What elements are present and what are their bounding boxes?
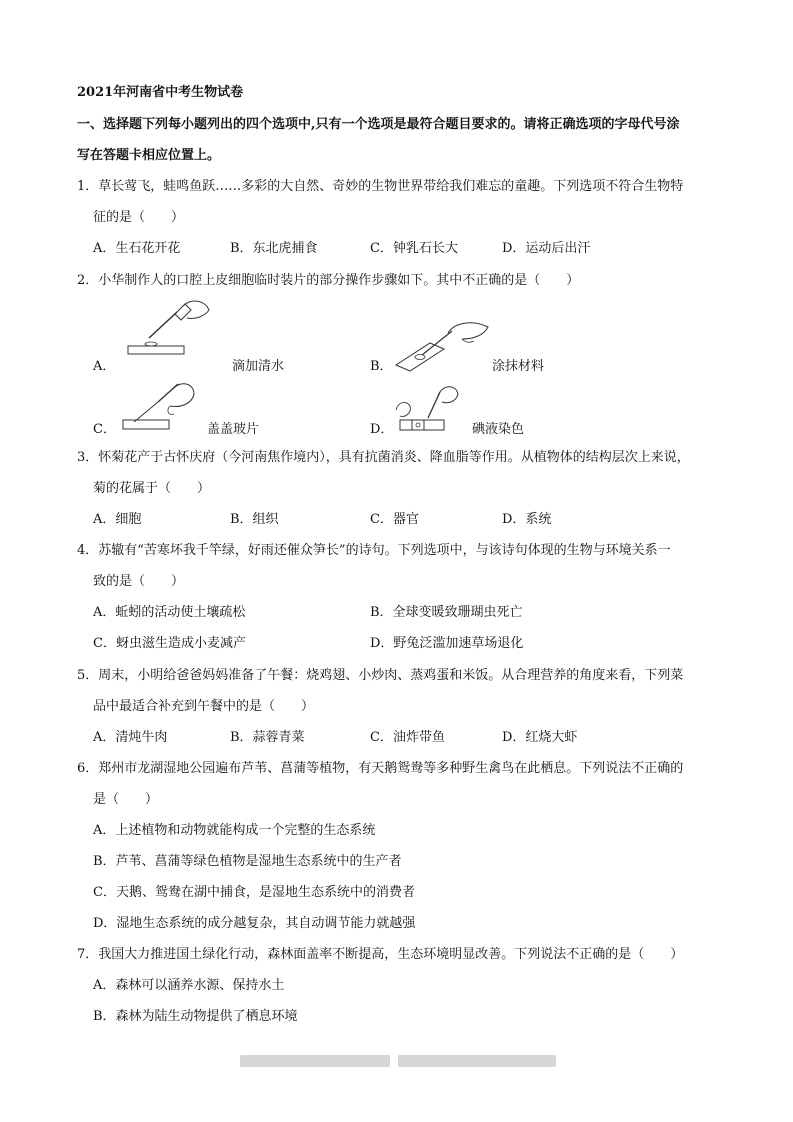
q2-caption-b: 涂抹材料: [492, 359, 545, 374]
q6-option-b: B．芦苇、菖蒲等绿色植物是湿地生态系统中的生产者: [93, 854, 402, 869]
section-heading-line-2: 写在答题卡相应位置上。: [77, 148, 221, 163]
q4-option-a: A．蚯蚓的活动使土壤疏松: [93, 605, 246, 620]
dropper-water-figure: [125, 298, 215, 360]
question-1-line-1: 1．草长莺飞，蛙鸣鱼跃……多彩的大自然、奇妙的生物世界带给我们难忘的童趣。下列选项不符合生物特: [77, 179, 684, 194]
q2-caption-a: 滴加清水: [232, 359, 285, 374]
q1-option-c: C．钟乳石长大: [370, 241, 458, 256]
q5-option-c: C．油炸带鱼: [370, 730, 445, 745]
question-5-line-1: 5．周末，小明给爸爸妈妈准备了午餐：烧鸡翅、小炒肉、蒸鸡蛋和米饭。从合理营养的角度来看，下列菜: [77, 668, 684, 683]
section-heading-line-1: 一、选择题下列每小题列出的四个选项中,只有一个选项是最符合题目要求的。请将正确选项的字母代号涂: [77, 117, 680, 132]
q1-option-a: A．生石花开花: [93, 241, 181, 256]
q2-caption-c: 盖盖玻片: [207, 422, 260, 437]
q4-option-c: C．蚜虫滋生造成小麦减产: [93, 636, 246, 651]
question-1-line-2: 征的是（ ）: [93, 210, 185, 225]
q5-option-a: A．清炖牛肉: [93, 730, 168, 745]
q3-option-d: D．系统: [502, 512, 552, 527]
question-2-line-1: 2．小华制作人的口腔上皮细胞临时装片的部分操作步骤如下。其中不正确的是（ ）: [77, 273, 580, 288]
q1-option-b: B．东北虎捕食: [230, 241, 318, 256]
q3-option-b: B．组织: [230, 512, 279, 527]
question-6-line-2: 是（ ）: [93, 792, 159, 807]
q2-option-d: D．: [370, 422, 394, 437]
q5-option-d: D．红烧大虾: [502, 730, 578, 745]
q6-option-d: D．湿地生态系统的成分越复杂，其自动调节能力就越强: [93, 916, 416, 931]
q2-option-b: B．: [370, 359, 393, 374]
question-7-line-1: 7．我国大力推进国土绿化行动，森林面盖率不断提高，生态环境明显改善。下列说法不正确的是（ ）: [77, 947, 684, 962]
coverslip-figure: [120, 378, 198, 436]
q2-caption-d: 碘液染色: [472, 422, 525, 437]
q5-option-b: B．蒜蓉青菜: [230, 730, 305, 745]
q2-option-c: C．: [93, 422, 116, 437]
blurred-footer-right: [398, 1055, 556, 1067]
q4-option-b: B．全球变暖致珊瑚虫死亡: [370, 605, 523, 620]
question-6-line-1: 6．郑州市龙湖湿地公园遍布芦苇、菖蒲等植物，有天鹅鸳鸯等多种野生禽鸟在此栖息。下列说法不正确的: [77, 761, 684, 776]
question-3-line-2: 菊的花属于（ ）: [93, 481, 211, 496]
question-5-line-2: 品中最适合补充到午餐中的是（ ）: [93, 699, 315, 714]
q2-option-a: A．: [93, 359, 116, 374]
blurred-footer-left: [240, 1055, 390, 1067]
paper-title: 2021年河南省中考生物试卷: [77, 85, 244, 100]
iodine-stain-figure: [392, 380, 464, 436]
q3-option-c: C．器官: [370, 512, 419, 527]
question-3-line-1: 3．怀菊花产于古怀庆府（今河南焦作境内），具有抗菌消炎、降血脂等作用。从植物体的结构层次上来说，: [77, 450, 690, 465]
q7-option-a: A．森林可以涵养水源、保持水土: [93, 978, 285, 993]
q3-option-a: A．细胞: [93, 512, 142, 527]
q1-option-d: D．运动后出汗: [502, 241, 591, 256]
q7-option-b: B．森林为陆生动物提供了栖息环境: [93, 1009, 298, 1024]
question-4-line-1: 4．苏辙有“苦寒坏我千竿绿，好雨还催众笋长”的诗句。下列选项中，与该诗句体现的生物与环境关系一: [77, 543, 671, 558]
question-4-line-2: 致的是（ ）: [93, 574, 185, 589]
q6-option-c: C．天鹅、鸳鸯在湖中捕食，是湿地生态系统中的消费者: [93, 885, 415, 900]
q6-option-a: A．上述植物和动物就能构成一个完整的生态系统: [93, 823, 376, 838]
smear-material-figure: [392, 313, 494, 373]
q4-option-d: D．野兔泛滥加速草场退化: [370, 636, 524, 651]
